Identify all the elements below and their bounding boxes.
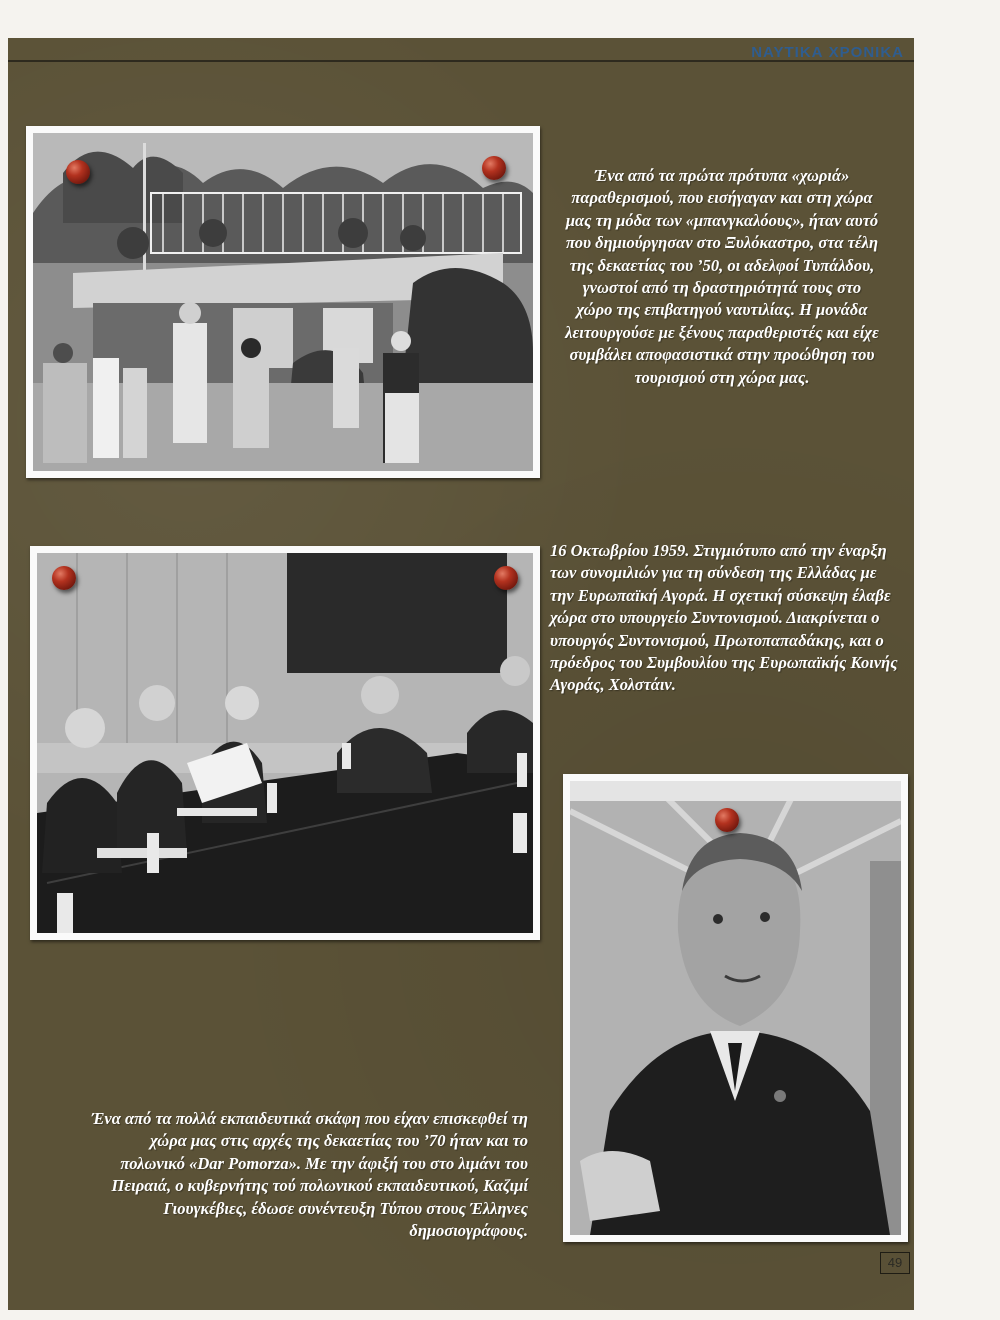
photo-bungalow-village [26, 126, 540, 478]
photo-captain-image [570, 781, 901, 1235]
pushpin-red [494, 566, 518, 590]
photo-meeting-image [37, 553, 533, 933]
pushpin-red [52, 566, 76, 590]
photo-meeting [30, 546, 540, 940]
pushpin-red [66, 160, 90, 184]
caption-meeting: 16 Οκτωβρίου 1959. Στιγμιότυπο από την έναρξη των συνομιλιών για τη σύνδεση της Ελλάδας με την Ευρωπαϊκή Αγορά. Η σχετική σύσκεψη έλαβε χώρα στο υπουργείο Συντονισμού. Διακρίνεται ο υπουργός Συντονισμού, Πρωτοπαπαδάκης, και ο πρόεδρος του Συμβουλίου της Ευρωπαϊκής Κοινής Αγοράς, Χολστάιν. [550, 541, 898, 695]
photo-bungalow-image [33, 133, 533, 471]
magazine-title: ΝΑΥΤΙΚΑ ΧΡΟΝΙΚΑ [751, 44, 904, 61]
photo-captain [563, 774, 908, 1242]
caption-bungalow-village: Ένα από τα πρώτα πρότυπα «χωριά» παραθερισμού, που εισήγαγαν και στη χώρα μας τη μόδα των «μπανγκαλόους», ήταν αυτό που δημιούργησαν στο Ξυλόκαστρο, στα τέλη της δεκαετίας του ’50, οι αδελφοί Τυπάλδου, γνωστοί από τη δραστηριότητά τους στο χώρο της επιβατηγού ναυτιλίας. Η μονάδα λειτουργούσε με ξένους παραθεριστές και είχε συμβάλει αποφασιστικά στην προώθηση του τουρισμού στη χώρα μας. [565, 166, 879, 387]
pushpin-red [482, 156, 506, 180]
caption-captain: Ένα από τα πολλά εκπαιδευτικά σκάφη που είχαν επισκεφθεί τη χώρα μας στις αρχές της δεκαετίας του ’70 ήταν και το πολωνικό «Dar Pomorza». Με την άφιξή του στο λιμάνι του Πειραιά, ο κυβερνήτης τού πολωνικού εκπαιδευτικού, Καζιμί Γιουγκέβιες, έδωσε συνέντευξη Τύπου στους Έλληνες δημοσιογράφους. [91, 1109, 528, 1241]
page-number: 49 [880, 1252, 910, 1274]
pushpin-red [715, 808, 739, 832]
